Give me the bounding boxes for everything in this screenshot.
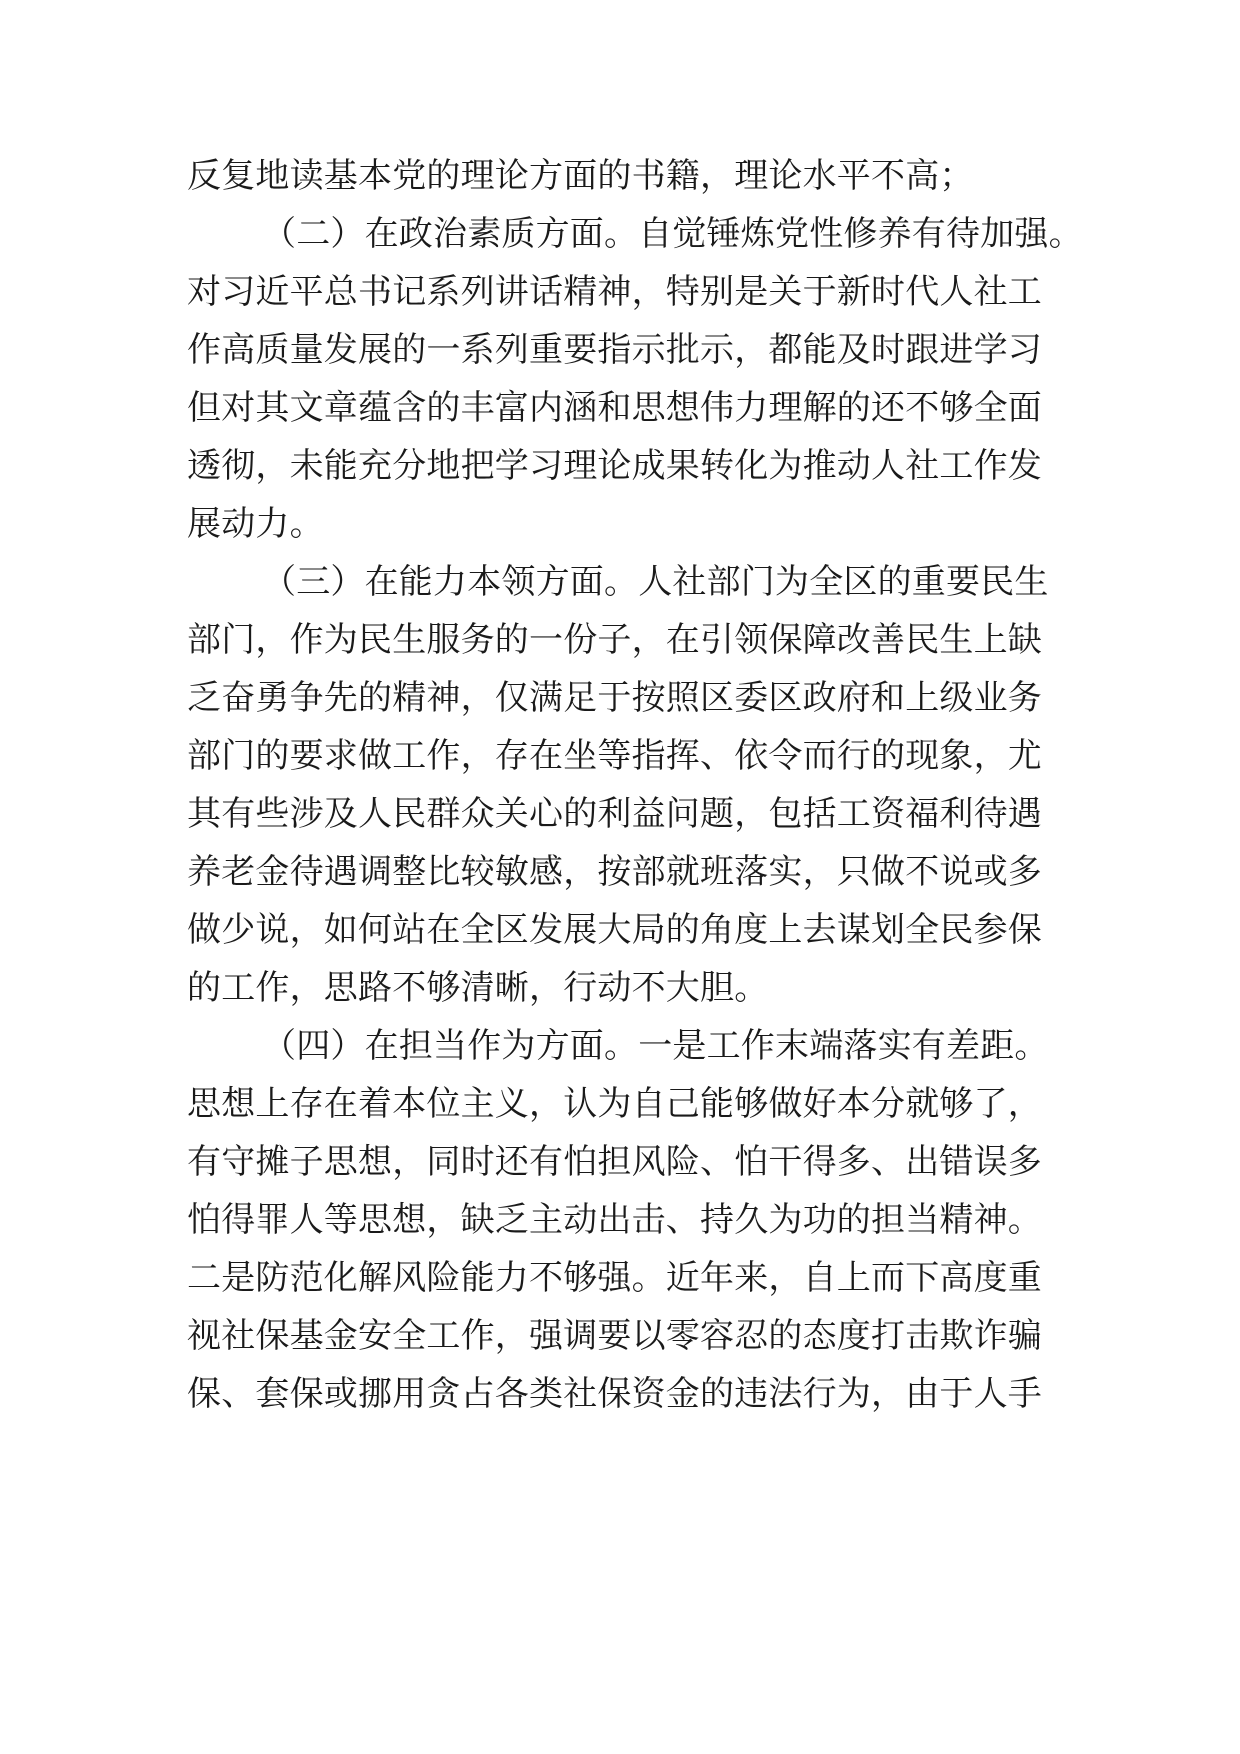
text-line: 乏奋勇争先的精神，仅满足于按照区委区政府和上级业务 [187,678,1042,718]
text-line: 二是防范化解风险能力不够强。近年来，自上而下高度重 [187,1258,1042,1298]
text-line: 的工作，思路不够清晰，行动不大胆。 [187,968,769,1008]
section-heading-line: （三）在能力本领方面。人社部门为全区的重要民生 [262,562,1049,602]
text-line: 部门的要求做工作，存在坐等指挥、依令而行的现象，尤 [187,736,1042,776]
text-line: 反复地读基本党的理论方面的书籍，理论水平不高； [187,156,974,196]
text-line: 作高质量发展的一系列重要指示批示，都能及时跟进学习 [187,330,1042,370]
text-line: 透彻，未能充分地把学习理论成果转化为推动人社工作发 [187,446,1042,486]
text-line: 有守摊子思想，同时还有怕担风险、怕干得多、出错误多 [187,1142,1042,1182]
text-line: 养老金待遇调整比较敏感，按部就班落实，只做不说或多 [187,852,1042,892]
section-heading-line: （二）在政治素质方面。自觉锤炼党性修养有待加强。 [262,214,1083,254]
text-line: 思想上存在着本位主义，认为自己能够做好本分就够了， [187,1084,1042,1124]
text-line: 对习近平总书记系列讲话精神，特别是关于新时代人社工 [187,272,1042,312]
text-line: 但对其文章蕴含的丰富内涵和思想伟力理解的还不够全面 [187,388,1042,428]
text-line: 怕得罪人等思想，缺乏主动出击、持久为功的担当精神。 [187,1200,1042,1240]
text-line: 做少说，如何站在全区发展大局的角度上去谋划全民参保 [187,910,1042,950]
text-line: 视社保基金安全工作，强调要以零容忍的态度打击欺诈骗 [187,1316,1042,1356]
section-heading-line: （四）在担当作为方面。一是工作末端落实有差距。 [262,1026,1049,1066]
text-line: 保、套保或挪用贪占各类社保资金的违法行为，由于人手 [187,1374,1042,1414]
text-line: 部门，作为民生服务的一份子，在引领保障改善民生上缺 [187,620,1042,660]
text-line: 展动力。 [187,504,324,544]
text-line: 其有些涉及人民群众关心的利益问题，包括工资福利待遇 [187,794,1042,834]
